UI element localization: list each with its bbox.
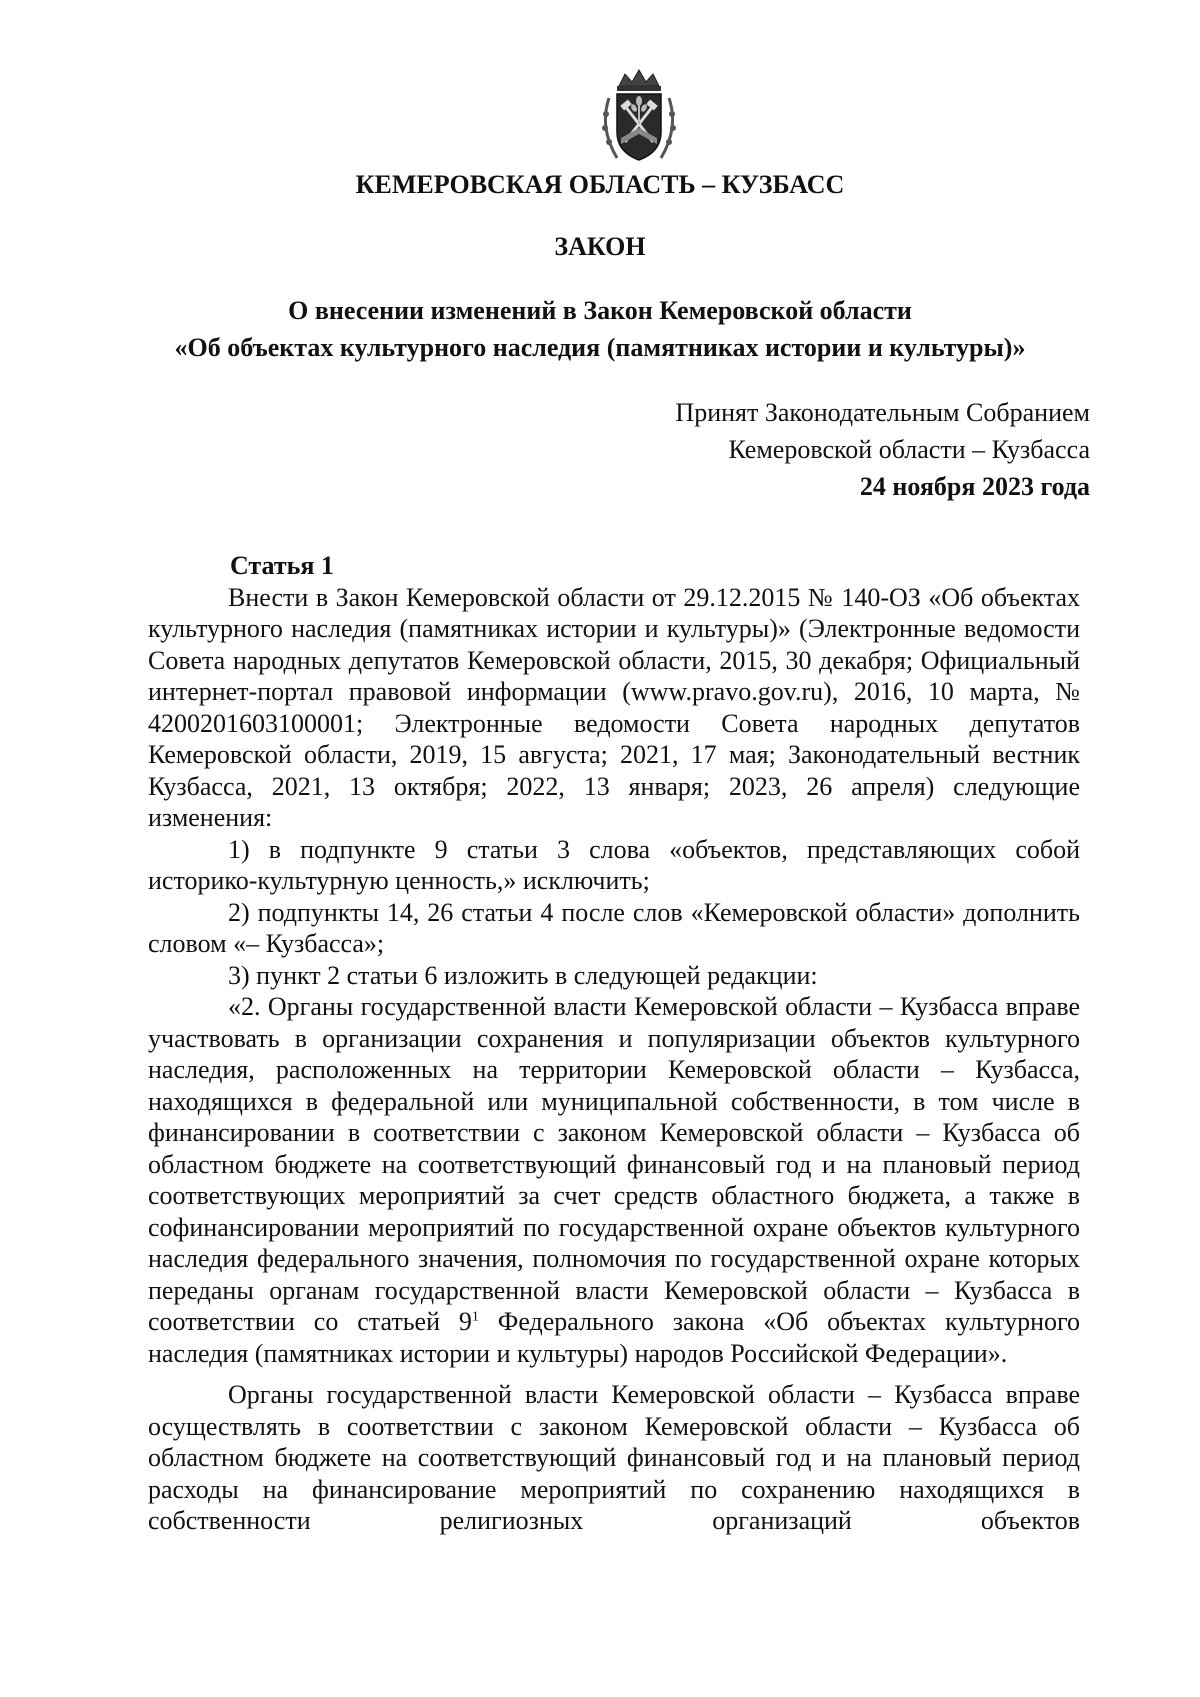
amendment-item-3: 3) пункт 2 статьи 6 изложить в следующей редакции: [228, 960, 818, 990]
document-body [148, 550, 1080, 1537]
document-title [0, 292, 1200, 366]
quoted-new-text [148, 991, 1080, 1369]
adoption-line1: Принят Законодательным Собранием [675, 398, 1090, 427]
article-intro-paragraph: Внести в Закон Кемеровской области от 29.12.2015 № 140-ОЗ «Об объектах культурного наследия (памятниках истории и культуры)» (Электронные ведомости Совета народных депутатов Кемеровской области, 2015, 30 декабря; Официальный интернет-портал правовой информации (www.pravo.gov.ru), 2016, 10 марта, № 4200201603100001; Электронные ведомости Совета народных депутатов Кемеровской области, 2019, 15 августа; 2021, 17 мая; Законодательный вестник Кузбасса, 2021, 13 октября; 2022, 13 января; 2023, 26 апреля) следующие изменения: [148, 582, 1080, 832]
region-name: КЕМЕРОВСКАЯ ОБЛАСТЬ – КУЗБАСС [355, 170, 845, 199]
adoption-date: 24 ноября 2023 года [859, 472, 1090, 501]
amendment-item-1: 1) в подпункте 9 статьи 3 слова «объектов, представляющих собой историко-культурную ценность,» исключить; [148, 834, 1080, 895]
quoted-text-part1: «2. Органы государственной власти Кемеровской области – Кузбасса вправе участвовать в организации сохранения и популяризации объектов культурного наследия, расположенных на территории Кемеровской области – Кузбасса, находящихся в федеральной или муниципальной собственности, в том числе в финансировании в соответствии с законом Кемеровской области – Кузбасса об областном бюджете на соответствующий финансовый год и на плановый период соответствующих мероприятий за счет средств областного бюджета, а также в софинансировании мероприятий по государственной охране объектов культурного наследия федерального значения, полномочия по государственной охране которых переданы органам государственной власти Кемеровской области – Кузбасса в соответствии со статьей 9 [148, 992, 1080, 1336]
quoted-text-part2: Федерального закона «Об объектах культурного наследия (памятниках истории и культуры) народов Российской Федерации». [148, 1307, 1080, 1368]
document-type: ЗАКОН [554, 232, 646, 261]
document-title-line2: «Об объектах культурного наследия (памятниках истории и культуры)» [174, 333, 1026, 362]
document-title-line1: О внесении изменений в Закон Кемеровской области [288, 296, 912, 325]
second-paragraph: Органы государственной власти Кемеровской области – Кузбасса вправе осуществлять в соответствии с законом Кемеровской области – Кузбасса об областном бюджете на соответствующий финансовый год и на плановый период расходы на финансирование мероприятий по сохранению находящихся в собственности религиозных организаций объектов [148, 1380, 1080, 1535]
adoption-line2: Кемеровской области – Кузбасса [728, 435, 1090, 464]
article-superscript: 1 [471, 1309, 479, 1325]
coat-of-arms-icon [595, 68, 683, 164]
adoption-block [530, 394, 1090, 505]
article-heading: Статья 1 [230, 551, 334, 580]
amendment-item-2: 2) подпункты 14, 26 статьи 4 после слов «Кемеровской области» дополнить словом «– Кузбасса»; [148, 897, 1080, 958]
